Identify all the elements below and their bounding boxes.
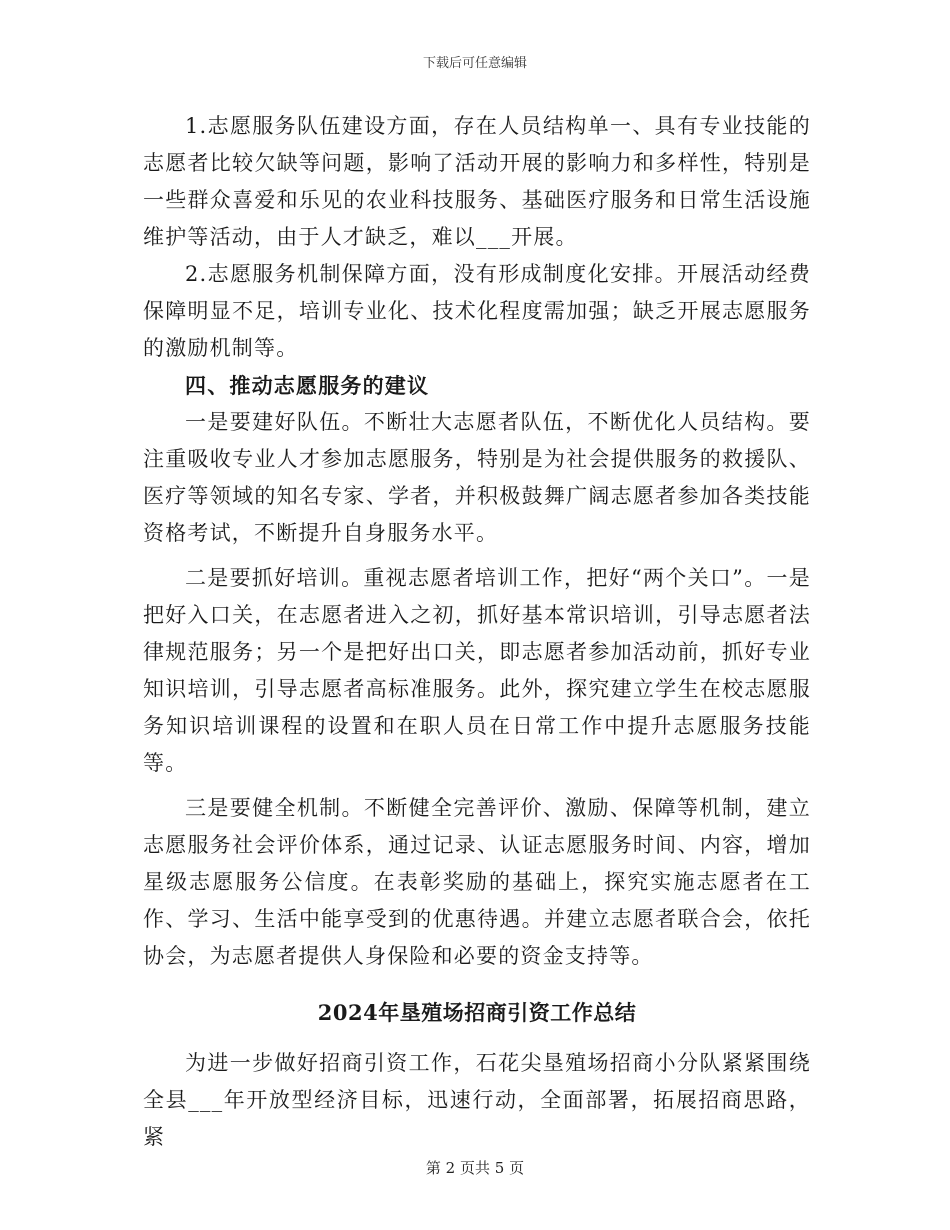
section-heading-suggestions: 四、推动志愿服务的建议 [185, 373, 430, 398]
document-body [143, 108, 811, 1156]
paragraph-system: 三是要健全机制。不断健全完善评价、激励、保障等机制，建立志愿服务社会评价体系，通过记录、认证志愿服务时间、内容，增加星级志愿服务公信度。在表彰奖励的基础上，探究实施志愿者在工作、学习、生活中能享受到的优惠待遇。并建立志愿者联合会，依托协会，为志愿者提供人身保险和必要的资金支持等。 [143, 796, 811, 968]
document-title: 2024年垦殖场招商引资工作总结 [317, 1000, 637, 1025]
page-header: 下载后可任意编辑 [422, 56, 527, 71]
paragraph-intro: 为进一步做好招商引资工作，石花尖垦殖场招商小分队紧紧围绕全县___年开放型经济目标，迅速行动，全面部署，拓展招商思路，紧 [143, 1051, 811, 1149]
paragraph-training: 二是要抓好培训。重视志愿者培训工作，把好“两个关口”。一是把好入口关，在志愿者进入之初，抓好基本常识培训，引导志愿者法律规范服务；另一个是把好出口关，即志愿者参加活动前，抓好专业知识培训，引导志愿者高标准服务。此外，探究建立学生在校志愿服务知识培训课程的设置和在职人员在日常工作中提升志愿服务技能等。 [143, 566, 811, 775]
page-footer: 第 2 页共 5 页 [425, 1159, 525, 1177]
paragraph-team-building: 1.志愿服务队伍建设方面，存在人员结构单一、具有专业技能的志愿者比较欠缺等问题，影响了活动开展的影响力和多样性，特别是一些群众喜爱和乐见的农业科技服务、基础医疗服务和日常生活设施维护等活动，由于人才缺乏，难以___开展。 [143, 114, 811, 249]
paragraph-mechanism: 2.志愿服务机制保障方面，没有形成制度化安排。开展活动经费保障明显不足，培训专业化、技术化程度需加强；缺乏开展志愿服务的激励机制等。 [143, 262, 811, 360]
paragraph-team: 一是要建好队伍。不断壮大志愿者队伍，不断优化人员结构。要注重吸收专业人才参加志愿服务，特别是为社会提供服务的救援队、医疗等领域的知名专家、学者，并积极鼓舞广阔志愿者参加各类技能资格考试，不断提升自身服务水平。 [143, 410, 811, 545]
